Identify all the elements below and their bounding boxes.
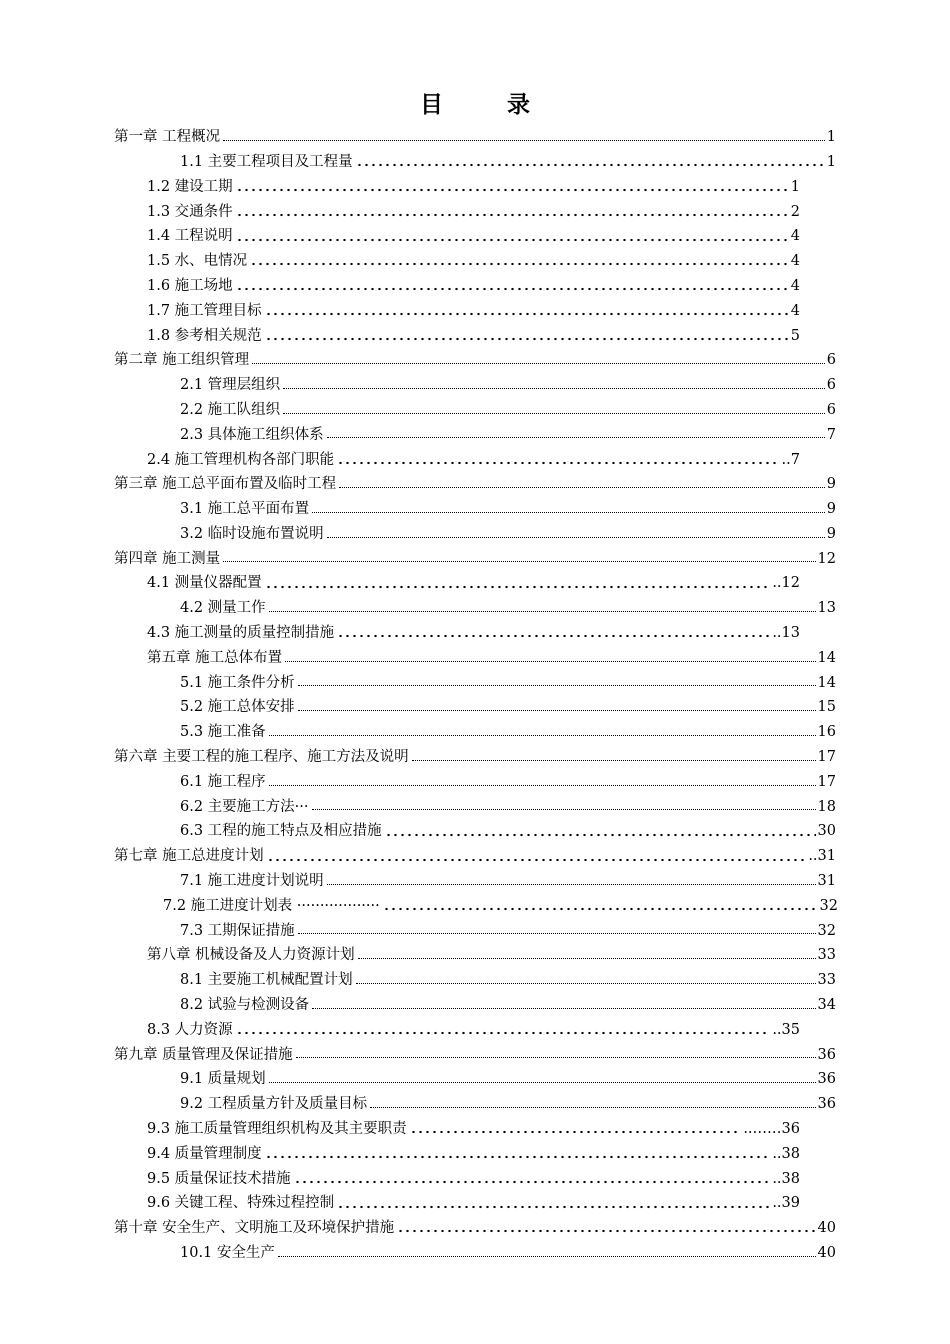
toc-entry-label: 9.3 施工质量管理组织机构及其主要职责 [147,1121,407,1138]
toc-entry-label: 2.2 施工队组织 [180,401,281,418]
toc-entry[interactable] [0,943,950,968]
toc-entry-page-number: 15 [817,699,836,716]
toc-leader-dots [269,611,816,612]
toc-leader-dots [337,1205,770,1209]
toc-entry[interactable] [0,869,950,894]
toc-leader-dots [385,833,816,837]
toc-entry[interactable] [0,497,950,522]
toc-leader-dots [236,287,789,291]
toc-entry[interactable] [0,819,950,844]
toc-entry[interactable] [0,373,950,398]
toc-entry-label: 9.2 工程质量方针及质量目标 [180,1096,368,1113]
toc-leader-dots [236,213,789,217]
toc-entry-label: 1.4 工程说明 [147,228,233,245]
toc-entry-page-number: 4 [790,253,800,270]
toc-entry-page-number: ..39 [772,1195,800,1212]
toc-leader-dots [327,884,816,885]
toc-leader-dots [265,337,789,341]
toc-leader-dots [370,1107,815,1108]
toc-entry-page-number: 16 [817,724,836,741]
toc-entry[interactable] [0,571,950,596]
toc-entry-page-number: 6 [826,401,836,418]
toc-entry[interactable] [0,795,950,820]
toc-entry-page-number: 2 [790,203,800,220]
toc-leader-dots [383,907,818,911]
toc-entry-label: 5.2 施工总体安排 [180,699,295,716]
toc-entry[interactable] [0,150,950,175]
toc-entry[interactable] [0,745,950,770]
toc-entry-label: 第二章 施工组织管理 [114,352,250,369]
toc-entry-label: 3.2 临时设施布置说明 [180,525,324,542]
toc-entry[interactable] [0,299,950,324]
toc-entry-label: 6.2 主要施工方法··· [180,798,309,815]
toc-leader-dots [269,1082,816,1083]
toc-entry-label: 9.6 关键工程、特殊过程控制 [147,1195,335,1212]
toc-entry[interactable] [0,968,950,993]
toc-entry-label: 第四章 施工测量 [114,550,221,567]
toc-entry[interactable] [0,1166,950,1191]
toc-entry-page-number: 31 [817,873,836,890]
toc-entry-label: 8.1 主要施工机械配置计划 [180,972,353,989]
toc-entry-page-number: ..13 [772,625,800,642]
toc-entry[interactable] [0,646,950,671]
toc-leader-dots [358,958,816,959]
toc-entry-page-number: 4 [790,277,800,294]
toc-entry[interactable] [0,472,950,497]
toc-entry[interactable] [0,671,950,696]
toc-entry-label: 6.1 施工程序 [180,773,266,790]
toc-leader-dots [265,585,771,589]
toc-entry[interactable] [0,695,950,720]
toc-entry-label: 1.2 建设工期 [147,178,233,195]
toc-entry[interactable] [0,323,950,348]
toc-entry-label: 4.1 测量仪器配置 [147,575,262,592]
toc-entry-page-number: 33 [817,947,836,964]
toc-leader-dots [312,809,816,810]
toc-entry-page-number: 36 [817,1071,836,1088]
toc-entry-page-number: 32 [819,897,838,914]
toc-entry-label: 2.4 施工管理机构各部门职能 [147,451,335,468]
toc-leader-dots [285,661,815,662]
toc-leader-dots [298,933,816,934]
toc-entry-page-number: 12 [817,550,836,567]
toc-entry-label: 第三章 施工总平面布置及临时工程 [114,476,337,493]
toc-entry-page-number: ..……36 [743,1121,800,1138]
toc-entry-label: 4.3 施工测量的质量控制措施 [147,625,335,642]
toc-leader-dots [252,363,825,364]
toc-entry[interactable] [0,1117,950,1142]
toc-entry[interactable] [0,1241,950,1266]
toc-entry-label: 1.7 施工管理目标 [147,302,262,319]
table-of-contents [0,125,950,1266]
toc-entry-page-number: 4 [790,302,800,319]
toc-entry[interactable] [0,720,950,745]
toc-entry-page-number: ..12 [772,575,800,592]
toc-leader-dots [356,163,825,167]
toc-entry[interactable] [0,224,950,249]
toc-entry-page-number: 7 [826,426,836,443]
toc-entry[interactable] [0,1216,950,1241]
toc-entry-label: 1.1 主要工程项目及工程量 [180,153,353,170]
toc-entry[interactable] [0,423,950,448]
toc-leader-dots [337,461,779,465]
toc-leader-dots [412,760,816,761]
toc-entry-label: 1.8 参考相关规范 [147,327,262,344]
toc-leader-dots [327,437,825,438]
toc-leader-dots [294,1180,771,1184]
toc-entry-page-number: 40 [817,1220,836,1237]
toc-leader-dots [283,413,825,414]
toc-leader-dots [250,262,789,266]
toc-entry-label: 第九章 质量管理及保证措施 [114,1046,293,1063]
toc-leader-dots [356,983,816,984]
toc-entry-page-number: 14 [817,674,836,691]
toc-entry[interactable] [0,274,950,299]
toc-entry[interactable] [0,844,950,869]
toc-entry-page-number: 17 [817,749,836,766]
toc-entry-page-number: 13 [817,600,836,617]
toc-entry-page-number: 14 [817,649,836,666]
toc-entry-page-number: ..31 [808,848,836,865]
toc-leader-dots [236,1031,771,1035]
toc-entry[interactable] [0,125,950,150]
toc-leader-dots [283,388,825,389]
toc-entry[interactable] [0,1067,950,1092]
toc-entry[interactable] [0,547,950,572]
toc-entry-label: 5.3 施工准备 [180,724,266,741]
toc-entry-label: 第十章 安全生产、文明施工及环境保护措施 [114,1220,395,1237]
toc-leader-dots [337,634,770,638]
toc-entry[interactable] [0,596,950,621]
toc-leader-dots [265,312,789,316]
toc-entry-label: 第八章 机械设备及人力资源计划 [147,947,355,964]
toc-entry[interactable] [0,199,950,224]
toc-leader-dots [327,537,825,538]
toc-leader-dots [223,140,825,141]
toc-leader-dots [278,1256,816,1257]
toc-leader-dots [298,685,816,686]
toc-entry-label: 第一章 工程概况 [114,129,221,146]
toc-entry-page-number: 33 [817,972,836,989]
toc-entry-page-number: 18 [817,798,836,815]
toc-entry-label: 8.2 试验与检测设备 [180,997,310,1014]
toc-entry-label: 第五章 施工总体布置 [147,649,283,666]
toc-entry-page-number: ..7 [781,451,800,468]
toc-entry[interactable] [0,175,950,200]
toc-leader-dots [269,735,816,736]
toc-leader-dots [269,785,816,786]
toc-leader-dots [265,1155,771,1159]
toc-leader-dots [312,1008,815,1009]
toc-entry-label: 7.1 施工进度计划说明 [180,873,324,890]
toc-entry-page-number: ..38 [772,1145,800,1162]
toc-entry-page-number: 30 [817,823,836,840]
toc-entry-page-number: 6 [826,352,836,369]
toc-entry-label: 1.6 施工场地 [147,277,233,294]
toc-entry[interactable] [0,249,950,274]
toc-entry[interactable] [0,993,950,1018]
toc-entry[interactable] [0,1142,950,1167]
toc-entry-label: 6.3 工程的施工特点及相应措施 [180,823,382,840]
toc-entry-label: 1.5 水、电情况 [147,253,248,270]
toc-entry-label: 9.1 质量规划 [180,1071,266,1088]
toc-leader-dots [296,1057,816,1058]
toc-entry-page-number: 9 [826,476,836,493]
toc-leader-dots [312,512,825,513]
toc-entry-page-number: 9 [826,525,836,542]
toc-entry[interactable] [0,919,950,944]
toc-leader-dots [236,188,789,192]
toc-entry[interactable] [0,770,950,795]
toc-entry[interactable] [0,348,950,373]
toc-entry-label: 9.5 质量保证技术措施 [147,1170,291,1187]
toc-entry-label: 第六章 主要工程的施工程序、施工方法及说明 [114,749,409,766]
toc-entry-label: 7.2 施工进度计划表 ·················· [163,897,380,914]
toc-entry-label: 2.1 管理层组织 [180,377,281,394]
toc-entry[interactable] [0,522,950,547]
toc-leader-dots [236,238,789,242]
toc-entry-page-number: 1 [826,129,836,146]
toc-entry-label: 10.1 安全生产 [180,1245,275,1261]
toc-leader-dots [397,1229,815,1233]
toc-leader-dots [298,710,816,711]
toc-entry-page-number: 36 [817,1096,836,1113]
toc-entry-page-number: 34 [817,997,836,1014]
toc-leader-dots [339,487,825,488]
toc-entry-page-number: 17 [817,773,836,790]
toc-entry-page-number: ..35 [772,1021,800,1038]
toc-entry-label: 9.4 质量管理制度 [147,1145,262,1162]
toc-entry-page-number: 36 [817,1046,836,1063]
toc-leader-dots [267,858,807,862]
toc-entry-page-number: 32 [817,922,836,939]
toc-entry-label: 7.3 工期保证措施 [180,922,295,939]
toc-entry[interactable] [0,621,950,646]
toc-entry-page-number: 1 [826,153,836,170]
toc-entry-page-number: 5 [790,327,800,344]
toc-entry-page-number: 6 [826,377,836,394]
toc-entry-page-number: 9 [826,501,836,518]
toc-entry-page-number: 4 [790,228,800,245]
toc-leader-dots [223,561,815,562]
toc-entry-label: 8.3 人力资源 [147,1021,233,1038]
toc-entry-page-number: ..38 [772,1170,800,1187]
toc-entry-label: 1.3 交通条件 [147,203,233,220]
toc-entry[interactable] [0,1018,950,1043]
toc-entry-label: 3.1 施工总平面布置 [180,501,310,518]
toc-entry-label: 4.2 测量工作 [180,600,266,617]
toc-entry[interactable] [0,894,950,919]
toc-entry-page-number: 1 [790,178,800,195]
toc-entry[interactable] [0,447,950,472]
page-title: 目 录 [419,91,558,118]
toc-entry[interactable] [0,1191,950,1216]
toc-entry[interactable] [0,1092,950,1117]
toc-entry-label: 第七章 施工总进度计划 [114,848,264,865]
toc-leader-dots [410,1130,742,1134]
toc-entry-label: 5.1 施工条件分析 [180,674,295,691]
toc-entry-page-number: 40 [817,1245,836,1261]
toc-entry[interactable] [0,1042,950,1067]
toc-entry-label: 2.3 具体施工组织体系 [180,426,324,443]
toc-entry[interactable] [0,398,950,423]
